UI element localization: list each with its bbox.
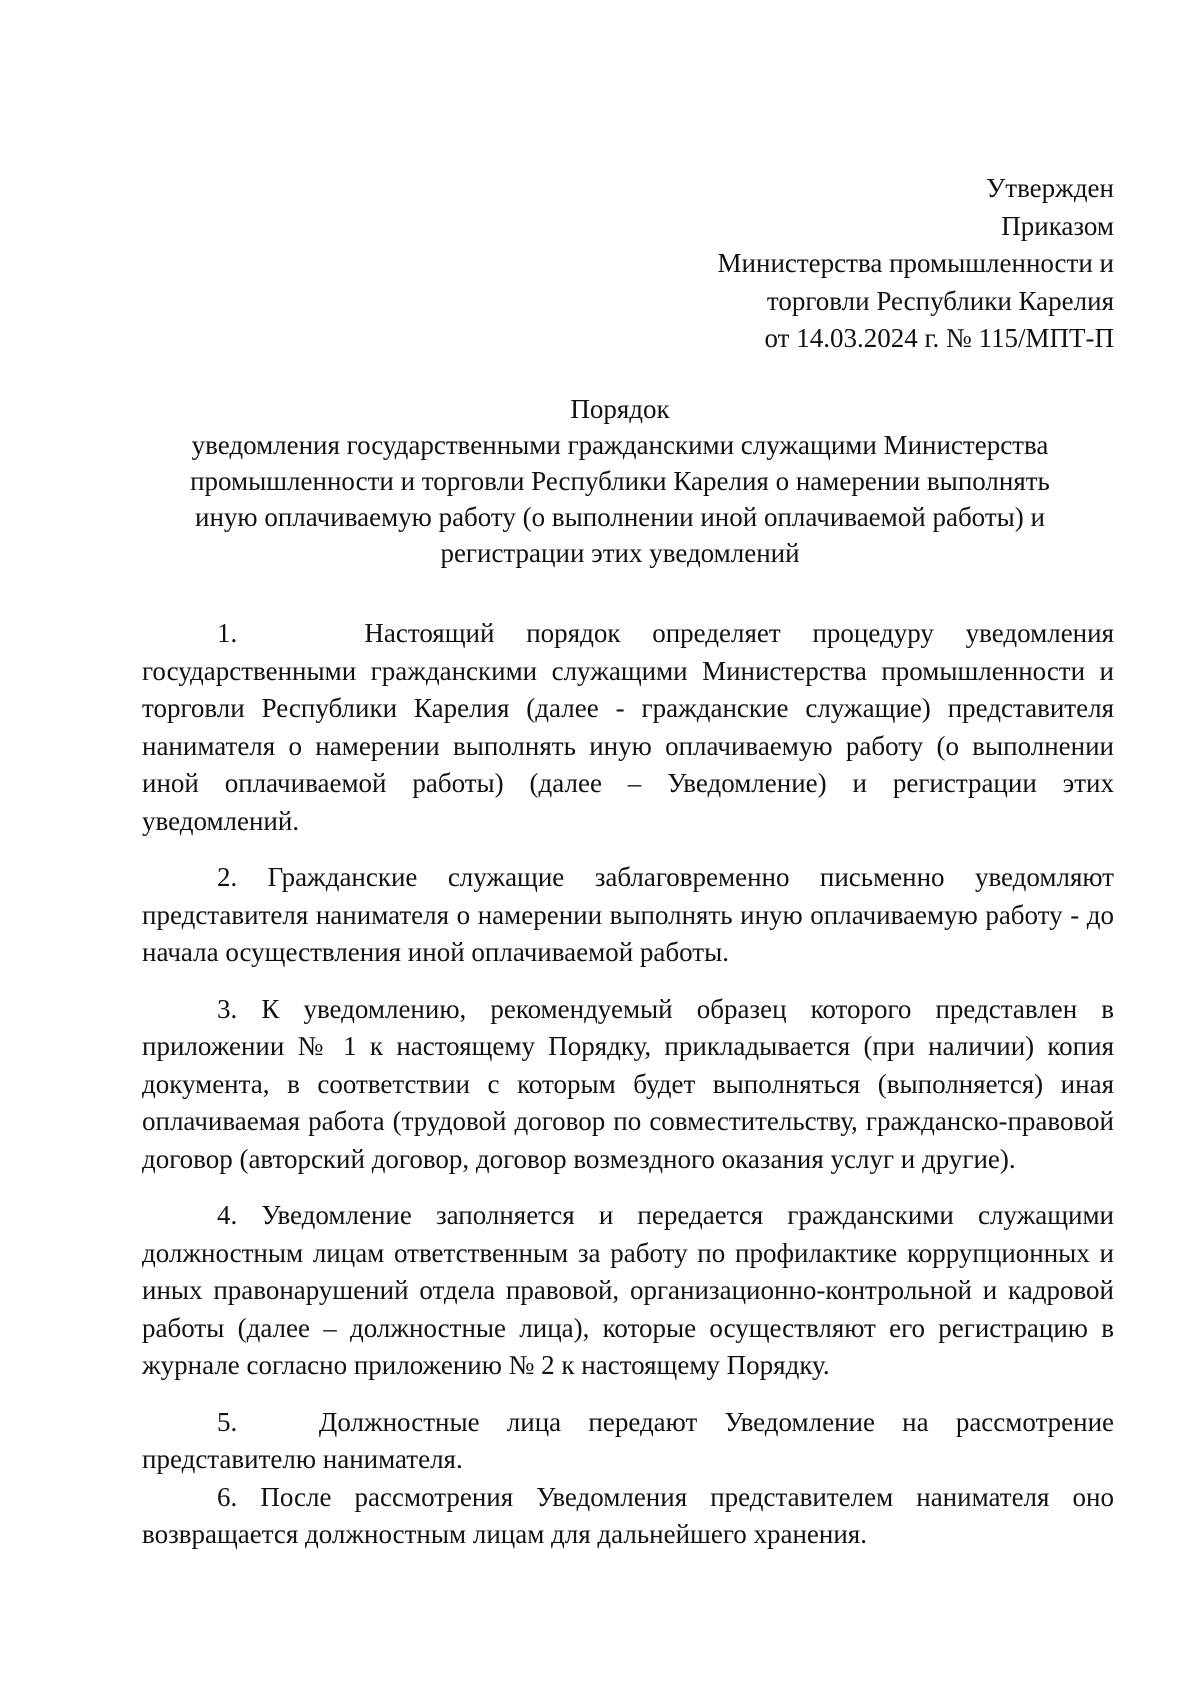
document-body <box>142 615 1114 1554</box>
approval-line: Приказом <box>1001 210 1114 241</box>
paragraph-3: 3. К уведомлению, рекомендуемый образец которого представлен в приложении № 1 к настоящему Порядку, прикладывается (при наличии) копия документа, в соответствии с которым будет выполняться (выполняется) иная оплачиваемая работа (трудовой договор по совместительству, гражданско-правовой договор (авторский договор, договор возмездного оказания услуг и другие). <box>142 993 1114 1174</box>
paragraph-1: 1. Настоящий порядок определяет процедуру уведомления государственными гражданскими служащими Министерства промышленности и торговли Республики Карелия (далее - гражданские служащие) представителя нанимателя о намерении выполнять иную оплачиваемую работу (о выполнении иной оплачиваемой работы) (далее – Уведомление) и регистрации этих уведомлений. <box>142 618 1114 836</box>
approval-line: торговли Республики Карелия <box>766 285 1114 316</box>
approval-line: Утвержден <box>986 173 1114 203</box>
title-line: уведомления государственными гражданскими служащими Министерства <box>191 430 1049 460</box>
title-line: иную оплачиваемую работу (о выполнении иной оплачиваемой работы) и <box>195 502 1045 532</box>
title-line: регистрации этих уведомлений <box>440 538 800 568</box>
paragraph-4: 4. Уведомление заполняется и передается гражданскими служащими должностным лицам ответственным за работу по профилактике коррупционных и иных правонарушений отдела правовой, организационно-контрольной и кадровой работы (далее – должностные лица), которые осуществляют его регистрацию в журнале согласно приложению № 2 к настоящему Порядку. <box>142 1200 1114 1380</box>
approval-stamp-block <box>718 170 1114 358</box>
title-heading: Порядок <box>570 394 670 424</box>
document-title <box>140 391 1100 571</box>
title-line: промышленности и торговли Республики Карелия о намерении выполнять <box>190 466 1050 496</box>
approval-line: Министерства промышленности и <box>717 248 1114 278</box>
paragraph-6: 6. После рассмотрения Уведомления представителем нанимателя оно возвращается должностным лицам для дальнейшего хранения. <box>142 1481 1114 1549</box>
approval-line: от 14.03.2024 г. № 115/МПТ-П <box>764 323 1114 353</box>
paragraph-5: 5. Должностные лица передают Уведомление на рассмотрение представителю нанимателя. <box>142 1406 1114 1474</box>
paragraph-2: 2. Гражданские служащие заблаговременно письменно уведомляют представителя нанимателя о намерении выполнять иную оплачиваемую работу - до начала осуществления иной оплачиваемой работы. <box>142 862 1114 967</box>
